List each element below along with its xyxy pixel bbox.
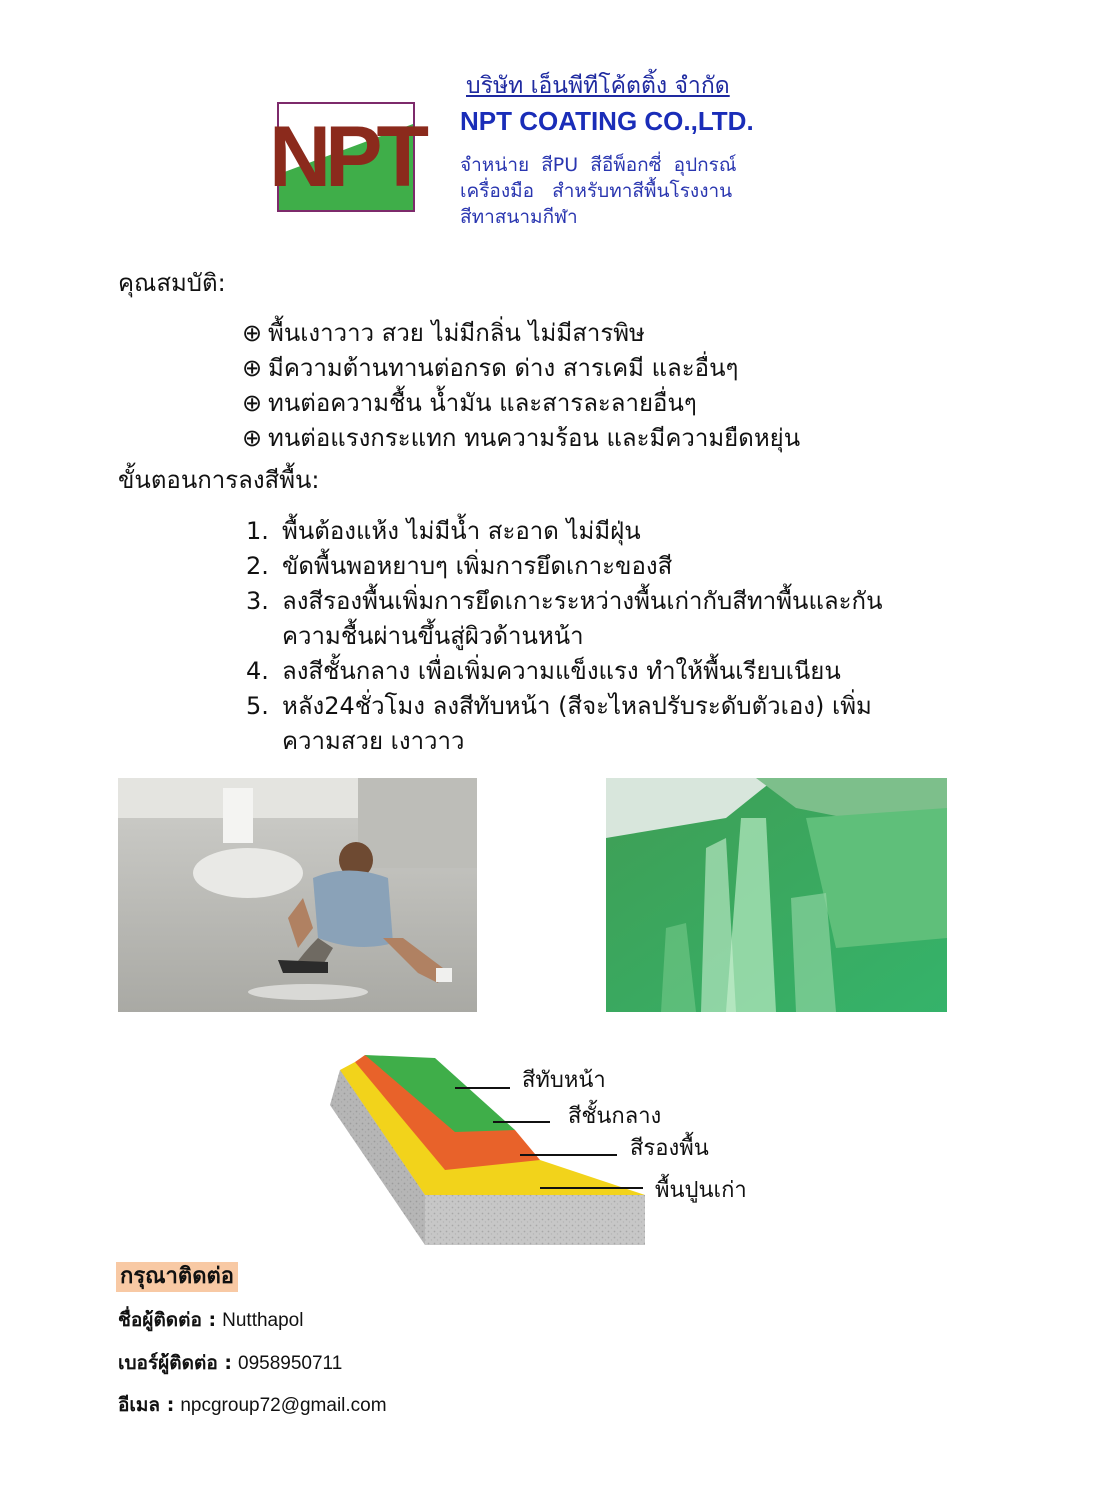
contact-phone-row (118, 1350, 342, 1377)
layer-label-primer: สีรองพื้น (630, 1136, 709, 1161)
layer-label-concrete: พื้นปูนเก่า (655, 1178, 747, 1203)
layer-label-top: สีทับหน้า (522, 1068, 606, 1093)
step-item: 2. ขัดพื้นพอหยาบๆ เพิ่มการยึดเกาะของสี (246, 552, 673, 580)
bullet-icon: ⊕ (242, 319, 263, 347)
company-name-english: NPT COATING CO.,LTD. (460, 106, 754, 136)
green-floor-photo (606, 778, 947, 1012)
bullet-icon: ⊕ (242, 389, 263, 417)
company-logo (269, 102, 423, 212)
step-item: 4. ลงสีชั้นกลาง เพื่อเพิ่มความแข็งแรง ทำให้พื้นเรียบเนียน (246, 657, 841, 685)
properties-heading: คุณสมบัติ: (118, 269, 226, 297)
coating-layers-diagram (325, 1050, 785, 1250)
contact-name-row (118, 1307, 303, 1334)
step-item: 3. ลงสีรองพื้นเพิ่มการยึดเกาะระหว่างพื้นเก่ากับสีทาพื้นและกัน ความชื้นผ่านขึ้นสู่ผิวด้านหน้า (246, 587, 883, 650)
bullet-icon: ⊕ (242, 354, 263, 382)
property-item: ⊕ พื้นเงาวาว สวย ไม่มีกลิ่น ไม่มีสารพิษ (242, 316, 1002, 351)
properties-list (242, 316, 1002, 456)
description-line: เครื่องมือ สำหรับทาสีพื้นโรงงาน (460, 180, 733, 202)
contact-email-value: npcgroup72@gmail.com (180, 1395, 387, 1416)
steps-list (242, 514, 1002, 759)
contact-title: กรุณาติดต่อ (116, 1262, 238, 1292)
contact-phone-label: เบอร์ผู้ติดต่อ : (118, 1352, 232, 1374)
step-item: 5. หลัง24ชั่วโมง ลงสีทับหน้า (สีจะไหลปรับระดับตัวเอง) เพิ่ม ความสวย เงาวาว (246, 692, 872, 755)
company-description (460, 152, 880, 230)
worker-photo (118, 778, 477, 1012)
description-line: จำหน่าย สีPU สีอีพ็อกซี่ อุปกรณ์ (460, 154, 737, 176)
bullet-icon: ⊕ (242, 424, 263, 452)
property-item: ⊕ มีความต้านทานต่อกรด ด่าง สารเคมี และอื่นๆ (242, 351, 1002, 386)
contact-name-label: ชื่อผู้ติดต่อ : (118, 1309, 217, 1331)
contact-email-label: อีเมล : (118, 1394, 175, 1416)
company-info (460, 70, 880, 230)
description-line: สีทาสนามกีฬา (460, 206, 578, 228)
contact-phone-value: 0958950711 (238, 1353, 343, 1374)
property-item: ⊕ ทนต่อความชื้น น้ำมัน และสารละลายอื่นๆ (242, 386, 1002, 421)
layer-label-middle: สีชั้นกลาง (568, 1104, 662, 1129)
company-name-thai: บริษัท เอ็นพีทีโค้ตติ้ง จำกัด (466, 73, 730, 99)
property-item: ⊕ ทนต่อแรงกระแทก ทนความร้อน และมีความยืดหยุ่น (242, 421, 1002, 456)
contact-name-value: Nutthapol (222, 1310, 304, 1331)
step-item: 1. พื้นต้องแห้ง ไม่มีน้ำ สะอาด ไม่มีฝุ่น (246, 517, 641, 545)
steps-heading: ขั้นตอนการลงสีพื้น: (118, 466, 320, 494)
logo-text: NPT (269, 109, 423, 205)
contact-email-row (118, 1392, 387, 1419)
